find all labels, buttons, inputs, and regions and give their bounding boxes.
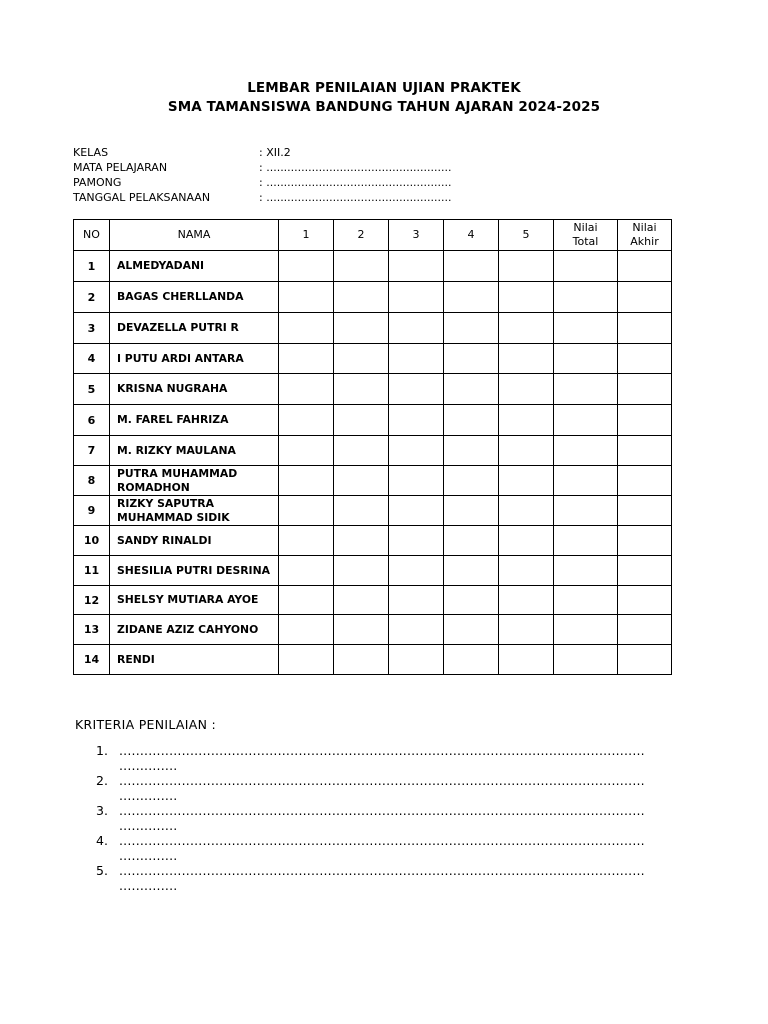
student-name: PUTRA MUHAMMAD ROMADHON	[110, 466, 279, 496]
student-name: RIZKY SAPUTRA MUHAMMAD SIDIK	[110, 496, 279, 526]
score-2-cell[interactable]	[334, 251, 389, 282]
score-3-cell[interactable]	[389, 344, 444, 374]
score-2-cell[interactable]	[334, 405, 389, 436]
row-number: 6	[74, 405, 110, 436]
kriteria-item-number: 2.	[96, 773, 108, 788]
kriteria-item-dotted-line[interactable]: ..............................................................................................................................	[119, 773, 645, 788]
student-name: I PUTU ARDI ANTARA	[110, 344, 279, 374]
score-5-cell[interactable]	[499, 282, 554, 313]
nilai-akhir-cell[interactable]	[618, 405, 672, 436]
score-1-cell[interactable]	[279, 282, 334, 313]
score-3-cell[interactable]	[389, 526, 444, 556]
table-row	[74, 282, 672, 313]
row-number: 1	[74, 251, 110, 282]
nilai-total-cell[interactable]	[554, 556, 618, 586]
score-2-cell[interactable]	[334, 645, 389, 675]
score-4-cell[interactable]	[444, 374, 499, 405]
nilai-akhir-cell[interactable]	[618, 526, 672, 556]
header-no: NO	[74, 220, 110, 251]
score-4-cell[interactable]	[444, 586, 499, 615]
score-4-cell[interactable]	[444, 251, 499, 282]
header-score-3: 3	[389, 220, 444, 251]
score-5-cell[interactable]	[499, 405, 554, 436]
score-1-cell[interactable]	[279, 645, 334, 675]
score-5-cell[interactable]	[499, 615, 554, 645]
nilai-akhir-cell[interactable]	[618, 615, 672, 645]
nilai-akhir-cell[interactable]	[618, 645, 672, 675]
document-subtitle: SMA TAMANSISWA BANDUNG TAHUN AJARAN 2024-2025	[167, 99, 601, 115]
nilai-akhir-cell[interactable]	[618, 586, 672, 615]
score-4-cell[interactable]	[444, 496, 499, 526]
score-1-cell[interactable]	[279, 436, 334, 466]
score-1-cell[interactable]	[279, 313, 334, 344]
score-4-cell[interactable]	[444, 526, 499, 556]
table-row	[74, 405, 672, 436]
kriteria-item-dotted-line[interactable]: ..............................................................................................................................	[119, 863, 645, 878]
info-value: : .....................................................	[259, 191, 452, 204]
score-5-cell[interactable]	[499, 526, 554, 556]
score-5-cell[interactable]	[499, 344, 554, 374]
table-row	[74, 496, 672, 526]
nilai-total-cell[interactable]	[554, 586, 618, 615]
student-name: KRISNA NUGRAHA	[110, 374, 279, 405]
row-number: 11	[74, 556, 110, 586]
score-2-cell[interactable]	[334, 615, 389, 645]
table-row	[74, 251, 672, 282]
score-5-cell[interactable]	[499, 556, 554, 586]
row-number: 13	[74, 615, 110, 645]
score-5-cell[interactable]	[499, 466, 554, 496]
nilai-total-cell[interactable]	[554, 405, 618, 436]
score-3-cell[interactable]	[389, 436, 444, 466]
nilai-akhir-cell[interactable]	[618, 374, 672, 405]
score-1-cell[interactable]	[279, 526, 334, 556]
info-label: TANGGAL PELAKSANAAN	[73, 191, 211, 204]
nilai-total-cell[interactable]	[554, 466, 618, 496]
score-5-cell[interactable]	[499, 496, 554, 526]
score-3-cell[interactable]	[389, 466, 444, 496]
info-label: MATA PELAJARAN	[73, 161, 168, 174]
score-1-cell[interactable]	[279, 374, 334, 405]
header-nilai-akhir-line1: Nilai	[632, 221, 657, 234]
score-1-cell[interactable]	[279, 556, 334, 586]
table-header-row	[74, 220, 672, 251]
score-2-cell[interactable]	[334, 466, 389, 496]
score-5-cell[interactable]	[499, 251, 554, 282]
score-4-cell[interactable]	[444, 466, 499, 496]
nilai-akhir-cell[interactable]	[618, 466, 672, 496]
score-2-cell[interactable]	[334, 282, 389, 313]
student-name: ZIDANE AZIZ CAHYONO	[110, 615, 279, 645]
nilai-akhir-cell[interactable]	[618, 344, 672, 374]
score-3-cell[interactable]	[389, 251, 444, 282]
document-title: LEMBAR PENILAIAN UJIAN PRAKTEK	[247, 80, 521, 96]
score-1-cell[interactable]	[279, 615, 334, 645]
nilai-total-cell[interactable]	[554, 344, 618, 374]
nilai-akhir-cell[interactable]	[618, 556, 672, 586]
score-2-cell[interactable]	[334, 344, 389, 374]
nilai-total-cell[interactable]	[554, 496, 618, 526]
score-5-cell[interactable]	[499, 586, 554, 615]
student-name: RENDI	[110, 645, 279, 675]
row-number: 2	[74, 282, 110, 313]
info-label: PAMONG	[73, 176, 122, 189]
kriteria-item-number: 5.	[96, 863, 108, 878]
score-2-cell[interactable]	[334, 526, 389, 556]
score-1-cell[interactable]	[279, 586, 334, 615]
row-number: 10	[74, 526, 110, 556]
score-2-cell[interactable]	[334, 586, 389, 615]
score-1-cell[interactable]	[279, 496, 334, 526]
table-row	[74, 526, 672, 556]
table-row	[74, 645, 672, 675]
score-5-cell[interactable]	[499, 436, 554, 466]
score-2-cell[interactable]	[334, 374, 389, 405]
row-number: 9	[74, 496, 110, 526]
score-4-cell[interactable]	[444, 405, 499, 436]
info-value: : XII.2	[259, 146, 291, 159]
info-value: : .....................................................	[259, 161, 452, 174]
student-name: ALMEDYADANI	[110, 251, 279, 282]
header-score-5: 5	[499, 220, 554, 251]
header-nilai-total	[554, 220, 618, 251]
table-row	[74, 344, 672, 374]
kriteria-item-dotted-line[interactable]: ..............................................................................................................................	[119, 743, 645, 758]
score-5-cell[interactable]	[499, 313, 554, 344]
nilai-akhir-cell[interactable]	[618, 436, 672, 466]
nilai-total-cell[interactable]	[554, 645, 618, 675]
nilai-akhir-cell[interactable]	[618, 313, 672, 344]
kriteria-item-dotted-line-continuation[interactable]: ..............	[119, 788, 178, 803]
header-nilai-total-line2: Total	[572, 235, 599, 248]
table-row	[74, 556, 672, 586]
score-3-cell[interactable]	[389, 496, 444, 526]
row-number: 12	[74, 586, 110, 615]
score-2-cell[interactable]	[334, 556, 389, 586]
student-name: SANDY RINALDI	[110, 526, 279, 556]
row-number: 8	[74, 466, 110, 496]
nilai-total-cell[interactable]	[554, 526, 618, 556]
score-5-cell[interactable]	[499, 645, 554, 675]
table-row	[74, 436, 672, 466]
student-name: BAGAS CHERLLANDA	[110, 282, 279, 313]
table-row	[74, 313, 672, 344]
nilai-total-cell[interactable]	[554, 282, 618, 313]
kriteria-item-dotted-line-continuation[interactable]: ..............	[119, 848, 178, 863]
row-number: 14	[74, 645, 110, 675]
kriteria-item-dotted-line-continuation[interactable]: ..............	[119, 818, 178, 833]
grading-table	[73, 219, 672, 675]
score-1-cell[interactable]	[279, 344, 334, 374]
score-4-cell[interactable]	[444, 436, 499, 466]
kriteria-item-dotted-line[interactable]: ..............................................................................................................................	[119, 803, 645, 818]
student-name: SHELSY MUTIARA AYOE	[110, 586, 279, 615]
score-4-cell[interactable]	[444, 282, 499, 313]
score-2-cell[interactable]	[334, 313, 389, 344]
table-row	[74, 374, 672, 405]
header-nilai-total-line1: Nilai	[573, 221, 598, 234]
nilai-total-cell[interactable]	[554, 436, 618, 466]
score-3-cell[interactable]	[389, 645, 444, 675]
score-3-cell[interactable]	[389, 615, 444, 645]
kriteria-item-number: 3.	[96, 803, 108, 818]
score-2-cell[interactable]	[334, 496, 389, 526]
score-4-cell[interactable]	[444, 556, 499, 586]
nilai-total-cell[interactable]	[554, 313, 618, 344]
nilai-akhir-cell[interactable]	[618, 282, 672, 313]
kriteria-item-number: 4.	[96, 833, 108, 848]
score-4-cell[interactable]	[444, 615, 499, 645]
student-name: M. FAREL FAHRIZA	[110, 405, 279, 436]
header-score-4: 4	[444, 220, 499, 251]
score-3-cell[interactable]	[389, 374, 444, 405]
header-nilai-akhir	[618, 220, 672, 251]
score-2-cell[interactable]	[334, 436, 389, 466]
score-1-cell[interactable]	[279, 466, 334, 496]
kriteria-item-dotted-line[interactable]: ..............................................................................................................................	[119, 833, 645, 848]
score-1-cell[interactable]	[279, 405, 334, 436]
row-number: 5	[74, 374, 110, 405]
score-3-cell[interactable]	[389, 556, 444, 586]
header-score-1: 1	[279, 220, 334, 251]
score-3-cell[interactable]	[389, 282, 444, 313]
header-nama: NAMA	[110, 220, 279, 251]
header-score-2: 2	[334, 220, 389, 251]
score-3-cell[interactable]	[389, 313, 444, 344]
score-4-cell[interactable]	[444, 313, 499, 344]
nilai-akhir-cell[interactable]	[618, 496, 672, 526]
kriteria-title: KRITERIA PENILAIAN :	[75, 717, 217, 732]
table-row	[74, 615, 672, 645]
kriteria-item-dotted-line-continuation[interactable]: ..............	[119, 758, 178, 773]
score-3-cell[interactable]	[389, 586, 444, 615]
kriteria-item-number: 1.	[96, 743, 108, 758]
student-name: SHESILIA PUTRI DESRINA	[110, 556, 279, 586]
row-number: 7	[74, 436, 110, 466]
nilai-akhir-cell[interactable]	[618, 251, 672, 282]
score-1-cell[interactable]	[279, 251, 334, 282]
table-row	[74, 586, 672, 615]
row-number: 4	[74, 344, 110, 374]
kriteria-item-dotted-line-continuation[interactable]: ..............	[119, 878, 178, 893]
student-name: DEVAZELLA PUTRI R	[110, 313, 279, 344]
info-value: : .....................................................	[259, 176, 452, 189]
nilai-total-cell[interactable]	[554, 251, 618, 282]
nilai-total-cell[interactable]	[554, 615, 618, 645]
score-4-cell[interactable]	[444, 645, 499, 675]
score-3-cell[interactable]	[389, 405, 444, 436]
header-nilai-akhir-line2: Akhir	[630, 235, 659, 248]
info-label: KELAS	[73, 146, 109, 159]
row-number: 3	[74, 313, 110, 344]
score-5-cell[interactable]	[499, 374, 554, 405]
score-4-cell[interactable]	[444, 344, 499, 374]
table-row	[74, 466, 672, 496]
student-name: M. RIZKY MAULANA	[110, 436, 279, 466]
nilai-total-cell[interactable]	[554, 374, 618, 405]
